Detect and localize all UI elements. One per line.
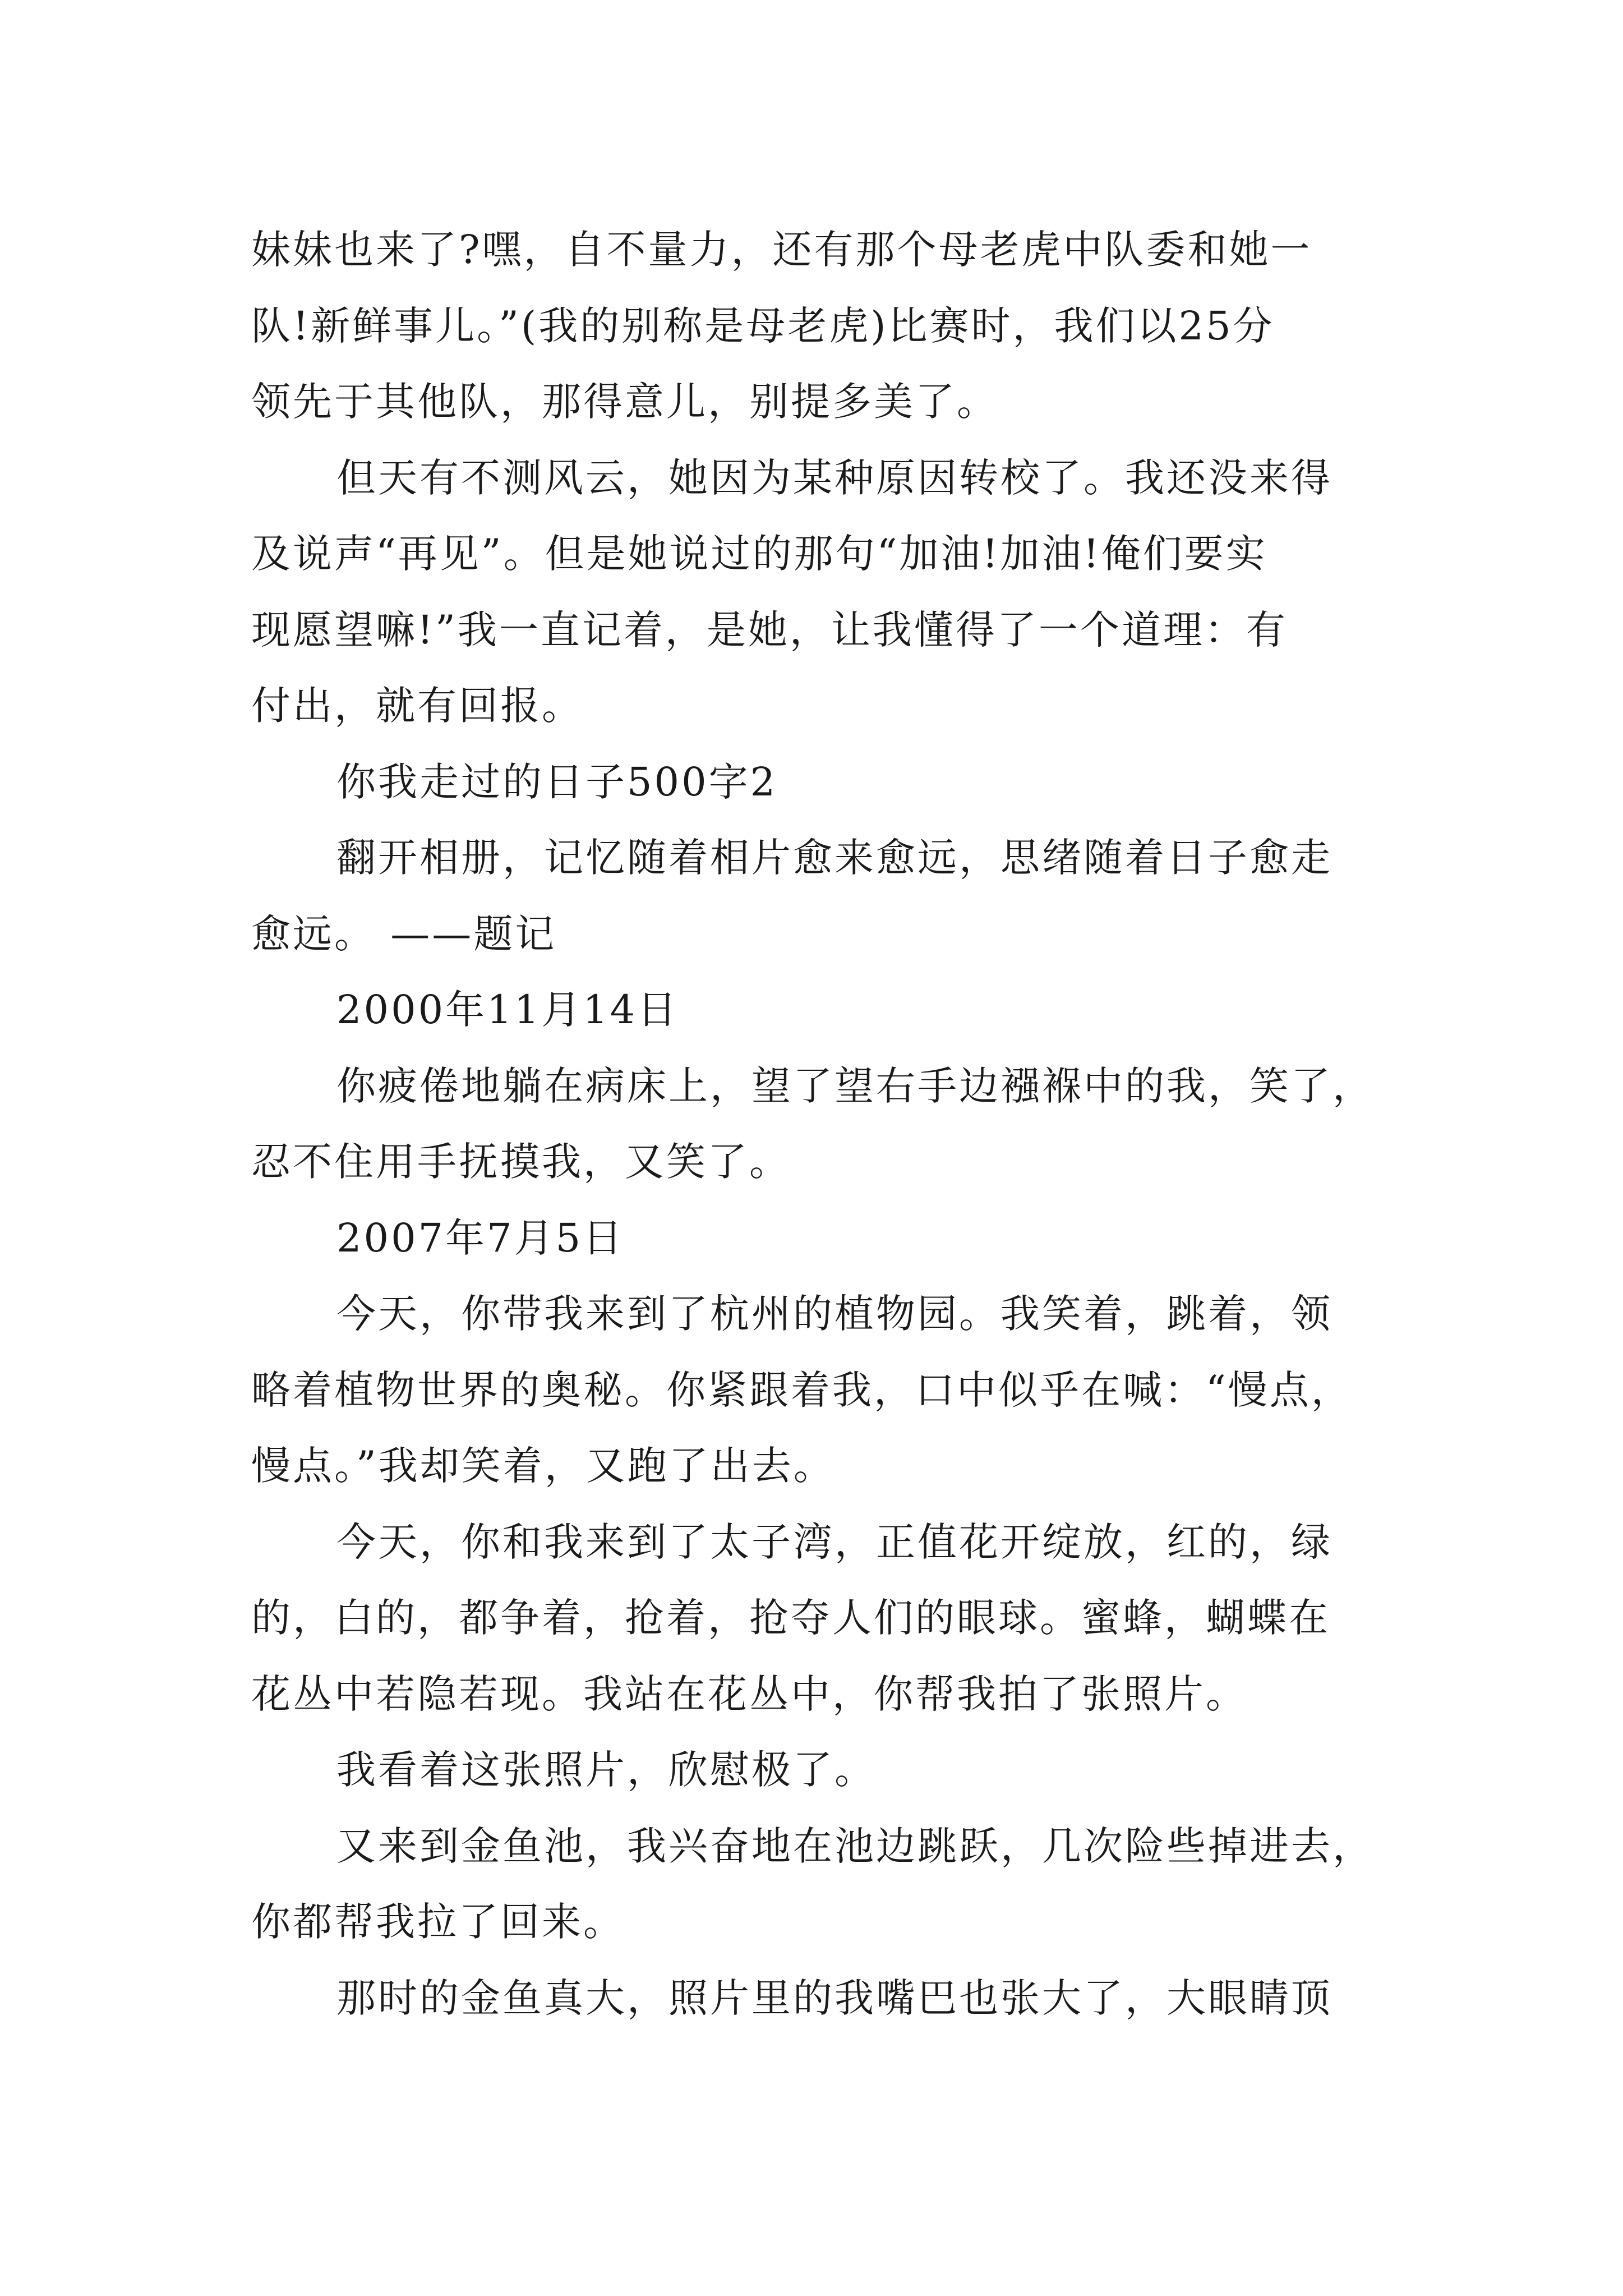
text-line: 2000年11月14日 <box>336 987 679 1033</box>
document-body <box>251 212 1412 2036</box>
text-line: 你我走过的日子500字2 <box>336 758 778 805</box>
text-line: 妹妹也来了?嘿，自不量力，还有那个母老虎中队委和她一 <box>251 227 1312 273</box>
text-line: 略着植物世界的奥秘。你紧跟着我，口中似乎在喊：“慢点， <box>251 1366 1353 1413</box>
text-line: 慢点。”我却笑着，又跑了出去。 <box>251 1443 835 1489</box>
text-line: 我看着这张照片，欣慰极了。 <box>336 1747 876 1793</box>
text-line: 花丛中若隐若现。我站在花丛中，你帮我拍了张照片。 <box>251 1671 1247 1717</box>
text-line: 现愿望嘛!”我一直记着，是她，让我懂得了一个道理：有 <box>251 606 1288 653</box>
text-line: 那时的金鱼真大，照片里的我嘴巴也张大了，大眼睛顶 <box>336 1975 1332 2021</box>
text-line: 及说声“再见”。但是她说过的那句“加油!加油!俺们要实 <box>251 531 1267 577</box>
text-line: 领先于其他队，那得意儿，别提多美了。 <box>251 379 998 425</box>
text-line: 队!新鲜事儿。”(我的别称是母老虎)比赛时，我们以25分 <box>251 302 1275 349</box>
text-line: 忍不住用手抚摸我，又笑了。 <box>251 1139 791 1185</box>
text-line: 但天有不测风云，她因为某种原因转校了。我还没来得 <box>336 454 1332 501</box>
text-line: 今天，你带我来到了杭州的植物园。我笑着，跳着，领 <box>336 1291 1332 1337</box>
text-line: 的，白的，都争着，抢着，抢夺人们的眼球。蜜蜂，蝴蝶在 <box>251 1595 1330 1641</box>
text-line: 愈远。 ——题记 <box>251 910 557 957</box>
text-line: 又来到金鱼池，我兴奋地在池边跳跃，几次险些掉进去， <box>336 1823 1374 1869</box>
text-line: 付出，就有回报。 <box>251 683 583 729</box>
text-line: 你都帮我拉了回来。 <box>251 1899 625 1945</box>
text-line: 翻开相册，记忆随着相片愈来愈远，思绪随着日子愈走 <box>336 835 1332 881</box>
text-line: 今天，你和我来到了太子湾，正值花开绽放，红的，绿 <box>336 1519 1332 1565</box>
text-line: 你疲倦地躺在病床上，望了望右手边襁褓中的我，笑了， <box>336 1062 1374 1109</box>
text-line: 2007年7月5日 <box>336 1214 625 1261</box>
